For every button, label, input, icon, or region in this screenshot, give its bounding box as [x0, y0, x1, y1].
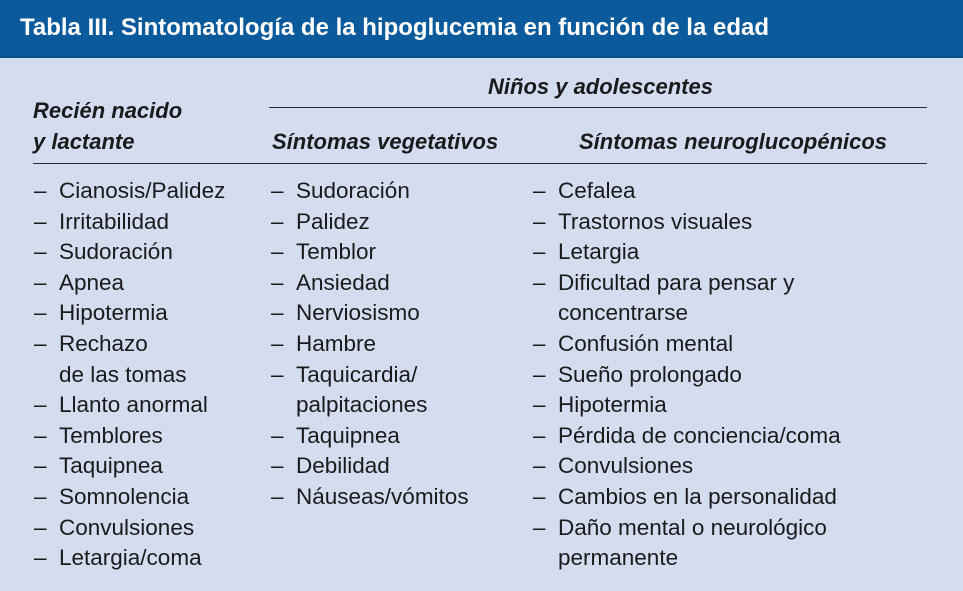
- list-item-text: Hipotermia: [558, 392, 667, 418]
- bullet-dash: –: [34, 453, 47, 479]
- bullet-dash: –: [533, 514, 546, 540]
- header-col2: Síntomas vegetativos: [272, 129, 499, 154]
- bullet-dash: –: [34, 330, 47, 356]
- column-recien-nacido: [34, 176, 225, 574]
- header-divider: [33, 163, 927, 164]
- list-item-text: permanente: [558, 545, 679, 571]
- group-divider: [269, 107, 927, 108]
- list-item: [34, 176, 225, 207]
- list-item-text: de las tomas: [59, 361, 187, 387]
- list-item-text: Nerviosismo: [296, 300, 420, 326]
- list-item-text: Pérdida de conciencia/coma: [558, 422, 841, 448]
- list-item-text: Rechazo: [59, 330, 148, 356]
- list-item-text: palpitaciones: [296, 392, 428, 418]
- list-item: [34, 268, 225, 299]
- list-item-text: Sudoración: [296, 178, 410, 203]
- list-item-text: Confusión mental: [558, 330, 734, 356]
- list-item-text: Cianosis/Palidez: [59, 178, 226, 203]
- list-item-text: Temblores: [59, 422, 163, 448]
- list-item-text: Letargia: [558, 239, 640, 265]
- list-item: [533, 451, 841, 482]
- list-item: [271, 451, 469, 482]
- list-item-text: Daño mental o neurológico: [558, 514, 827, 540]
- list-item-text: Ansiedad: [296, 269, 390, 295]
- list-item-text: Convulsiones: [59, 514, 195, 540]
- table-title-bar: [0, 0, 963, 58]
- list-item-text: Sueño prolongado: [558, 361, 742, 387]
- list-item: [34, 329, 225, 390]
- bullet-dash: –: [34, 545, 47, 571]
- list-item: [533, 482, 841, 513]
- bullet-dash: –: [533, 269, 546, 295]
- list-item-text: Temblor: [296, 239, 377, 265]
- bullet-dash: –: [533, 453, 546, 479]
- list-item: [34, 513, 225, 544]
- bullet-dash: –: [34, 514, 47, 540]
- list-item: [533, 329, 841, 360]
- list-item: [533, 207, 841, 238]
- list-item-text: Taquipnea: [296, 422, 400, 448]
- list-item-text: Apnea: [59, 269, 125, 295]
- list-item: [34, 482, 225, 513]
- header-col3: Síntomas neuroglucopénicos: [579, 129, 888, 154]
- bullet-dash: –: [271, 208, 284, 234]
- header-group-ninos: Niños y adolescentes: [488, 74, 713, 99]
- header-col1-line1: Recién nacido: [33, 98, 183, 123]
- column-sintomas-vegetativos: [271, 176, 469, 513]
- list-item-text: Taquicardia/: [296, 361, 418, 387]
- list-item: [34, 451, 225, 482]
- list-item-text: Palidez: [296, 208, 370, 234]
- list-item: [34, 390, 225, 421]
- list-item-text: Debilidad: [296, 453, 390, 479]
- bullet-dash: –: [533, 239, 546, 265]
- list-item: [533, 237, 841, 268]
- bullet-dash: –: [271, 300, 284, 326]
- list-item-text: Irritabilidad: [59, 208, 170, 234]
- list-item: [271, 421, 469, 452]
- bullet-dash: –: [533, 392, 546, 418]
- list-item-text: Cambios en la personalidad: [558, 483, 837, 509]
- list-item: [533, 390, 841, 421]
- list-item: [533, 176, 841, 207]
- bullet-dash: –: [271, 239, 284, 265]
- bullet-dash: –: [533, 483, 546, 509]
- bullet-dash: –: [34, 300, 47, 326]
- bullet-dash: –: [533, 178, 546, 203]
- column-sintomas-neuroglucopenicos: [533, 176, 841, 574]
- list-item: [271, 298, 469, 329]
- table-title: Tabla III. Sintomatología de la hipoglucemia en función de la edad: [20, 14, 769, 41]
- bullet-dash: –: [271, 483, 284, 509]
- bullet-dash: –: [34, 178, 47, 203]
- list-item: [34, 421, 225, 452]
- bullet-dash: –: [533, 361, 546, 387]
- list-item-text: Hipotermia: [59, 300, 168, 326]
- list-item-text: Cefalea: [558, 178, 636, 203]
- bullet-dash: –: [533, 330, 546, 356]
- list-item: [271, 237, 469, 268]
- bullet-dash: –: [271, 453, 284, 479]
- bullet-dash: –: [34, 208, 47, 234]
- list-item: [271, 207, 469, 238]
- list-item-text: Trastornos visuales: [558, 208, 753, 234]
- list-item: [34, 543, 225, 574]
- list-item-text: Llanto anormal: [59, 392, 208, 418]
- list-item: [271, 482, 469, 513]
- bullet-dash: –: [34, 422, 47, 448]
- bullet-dash: –: [271, 361, 284, 387]
- list-item-text: Sudoración: [59, 239, 173, 265]
- bullet-dash: –: [271, 330, 284, 356]
- list-item: [271, 360, 469, 421]
- bullet-dash: –: [34, 483, 47, 509]
- list-item-text: Hambre: [296, 330, 377, 356]
- bullet-dash: –: [271, 269, 284, 295]
- bullet-dash: –: [271, 422, 284, 448]
- list-item: [271, 329, 469, 360]
- list-item-text: Somnolencia: [59, 483, 190, 509]
- list-item-text: Convulsiones: [558, 453, 694, 479]
- list-item-text: concentrarse: [558, 300, 689, 326]
- bullet-dash: –: [271, 178, 284, 203]
- list-item: [533, 360, 841, 391]
- bullet-dash: –: [34, 269, 47, 295]
- list-item: [34, 207, 225, 238]
- list-item-text: Náuseas/vómitos: [296, 483, 469, 509]
- list-item: [271, 268, 469, 299]
- list-item-text: Letargia/coma: [59, 545, 202, 571]
- list-item: [533, 513, 841, 574]
- header-col1-line2: y lactante: [33, 129, 135, 154]
- list-item: [271, 176, 469, 207]
- list-item-text: Dificultad para pensar y: [558, 269, 795, 295]
- bullet-dash: –: [533, 422, 546, 448]
- bullet-dash: –: [533, 208, 546, 234]
- list-item: [533, 268, 841, 329]
- list-item-text: Taquipnea: [59, 453, 163, 479]
- bullet-dash: –: [34, 392, 47, 418]
- list-item: [34, 298, 225, 329]
- list-item: [34, 237, 225, 268]
- list-item: [533, 421, 841, 452]
- bullet-dash: –: [34, 239, 47, 265]
